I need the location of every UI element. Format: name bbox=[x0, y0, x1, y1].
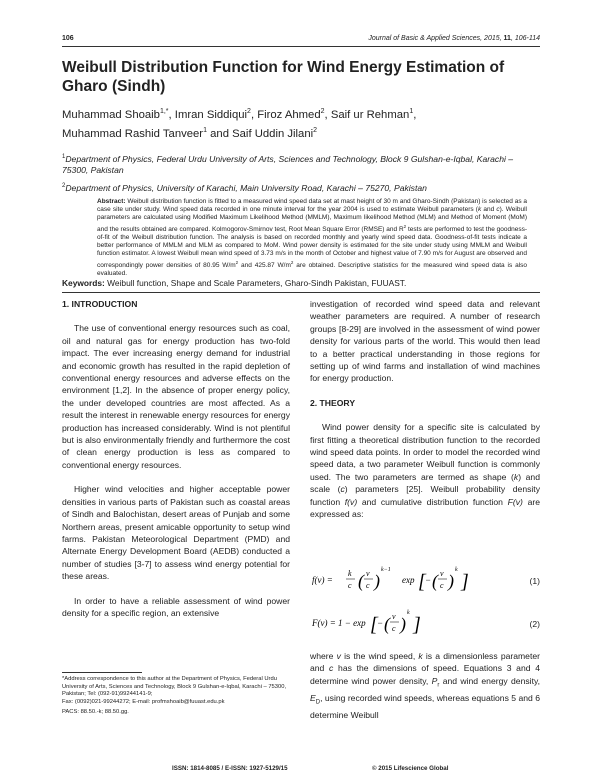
svg-text:F(v) = 1 − exp: F(v) = 1 − exp bbox=[312, 618, 366, 628]
svg-text:c: c bbox=[440, 581, 444, 590]
intro-paragraph-3: In order to have a reliable assessment of wind power density for a specific region, an extensive bbox=[62, 595, 290, 618]
svg-text:(: ( bbox=[358, 571, 364, 591]
intro-paragraph-2: Higher wind velocities and higher acceptable power densities in various parts of Pakistan such as coastal areas of Sindh and Balochistan, desert areas of Punjab and some Northern areas, present amicable opportunity to setup wind farms. Pakistan Meteorological Department (PMD) and Alternate Energy Development Board (AEDB) conducted a number of studies [3-7] to assess wind energy potential for these areas. bbox=[62, 484, 290, 582]
svg-text:k: k bbox=[348, 569, 352, 578]
svg-text:(: ( bbox=[432, 571, 438, 591]
header-rule bbox=[62, 46, 540, 47]
abstract: Abstract: Weibull distribution function is fitted to a measured wind speed data set at mast height of 30 m and Gharo-Sindh (Pakistan) is selected as a case site under study. Wind speed data recorded in one minute interval for the year 2004 is used to estimate Weibull parameters (k and c). Weibull parameters are calculated using Modified Maximum Likelihood Method (MMLM), Maximum likelihood Method (MLM) and Method of Moment (MoM) and the results obtained are compared. Kolmogorov-Smirnov test, Root Mean Square Error (RMSE) and $R^2$ tests are performed to test the goodness-of-fit of the Weibull distribution function. The analysis is based on recorded monthly and yearly wind speed data. Goodness-of-fit tests indicate a better performance of MMLM and MLM as compared to MoM. Wind power density is estimated for the site under study using MMLM and Weibull function estimator. A lowest Weibull mean wind speed of 3.73 m/s in the month of October and highest value of 7.90 m/s for August are observed and correspondingly power densities of 80.95 $W/m^2$ and 425.87 $W/m^2$ are obtained. Descriptive statistics for the measured wind speed data is also evaluated. bbox=[97, 198, 527, 277]
svg-text:c: c bbox=[348, 581, 352, 590]
author-list: Muhammad Shoaib$^{1,*}$, Imran Siddiqui$^2$, Firoz Ahmed$^2$, Saif ur Rehman$^1$, Muhammad Rashid Tanveer$^1$ and Saif Uddin Jilani$^2$ bbox=[62, 108, 417, 140]
svg-text:f(v) =: f(v) = bbox=[312, 575, 333, 585]
svg-text:]: ] bbox=[413, 614, 421, 636]
svg-text:k: k bbox=[455, 567, 458, 573]
svg-text:−: − bbox=[425, 575, 432, 585]
keywords: Keywords: Weibull function, Shape and Scale Parameters, Gharo-Sindh Pakistan, FUUAST. bbox=[62, 278, 407, 288]
theory-paragraph-1: Wind power density for a specific site is calculated by first fitting a theoretical distribution function to the recorded wind speed data points. In order to model the recorded wind speed data, a two parameter Weibull function is commonly used. The two parameters are termed as shape (k) and scale (c) parameters [25]. Weibull probability density function f(v) and cumulative distribution function F(v) are expressed as: bbox=[310, 422, 540, 520]
equation-1-number: (1) bbox=[529, 576, 540, 586]
intro-section bbox=[62, 298, 290, 619]
svg-text:k−1: k−1 bbox=[381, 567, 391, 573]
theory-heading: 2. THEORY bbox=[310, 397, 356, 408]
svg-text:c: c bbox=[392, 624, 396, 633]
page-number: 106 bbox=[62, 35, 74, 42]
copyright: © 2015 Lifescience Global bbox=[372, 765, 449, 772]
theory-paragraph-2: where v is the wind speed, k is a dimensionless parameter and c has the dimensions of speed. Equations 3 and 4 determine wind power density, $P_r$ and wind energy density, $E_D$, using recorded wind speeds, whereas equations 5 and 6 determine Weibull bbox=[310, 651, 540, 721]
svg-text:v: v bbox=[392, 612, 396, 621]
affiliation-1: $^1$Department of Physics, Federal Urdu University of Arts, Sciences and Technology, Block 9 Gulshan-e-Iqbal, Karachi – 75300, Pakistan bbox=[62, 153, 514, 175]
paper-title: Weibull Distribution Function for Wind Energy Estimation of Gharo (Sindh) bbox=[62, 59, 505, 95]
svg-text:−: − bbox=[377, 618, 384, 628]
footnote: *Address correspondence to this author at the Department of Physics, Federal Urdu University of Arts, Sciences and Technology, Block 9 Gulshan-e-Iqbal, Karachi – 75300, Pakistan; Tel: (092-91)99244141-9; Fax: (0092)021-99244272; E-mail: profmshoaib@fuuast.edu.pk PACS: 88.50.-k; 88.50.gg. bbox=[62, 676, 287, 715]
svg-text:v: v bbox=[366, 569, 370, 578]
intro-paragraph-1: The use of conventional energy resources such as coal, oil and natural gas for energy production has two-fold impact. The ever increasing energy demand for industrial and economic growth has resulted in the rapid depletion of conventional energy resources and adverse effects on the environment [1,2]. In the absence of proper energy policy, the under developed countries are most affected. As a result the interest in renewable energy resources for energy production has increased considerably. Wind is not plentiful but is also environmentally friendly and furthermore the cost of clean energy production is less as compared to conventional energy resources. bbox=[62, 323, 290, 470]
affiliation-2: $^2$Department of Physics, University of Karachi, Main University Road, Karachi – 75270, Pakistan bbox=[62, 182, 427, 193]
equation-2-number: (2) bbox=[529, 619, 540, 629]
equation-2-formula bbox=[310, 604, 490, 638]
keywords-rule bbox=[62, 292, 540, 293]
issn: ISSN: 1814-8085 / E-ISSN: 1927-5129/15 bbox=[172, 765, 288, 772]
svg-text:k: k bbox=[407, 610, 410, 616]
svg-text:]: ] bbox=[461, 571, 469, 593]
intro-continuation: investigation of recorded wind speed data and relevant weather parameters are required. A number of research groups [8-29] are involved in the assessment of wind power density for various parts of the world. This would then lead to a better practical understanding in those regions for setting up of wind farms and installation of wind machines for energy production. bbox=[310, 299, 540, 384]
svg-text:exp: exp bbox=[402, 575, 415, 585]
equation-2 bbox=[310, 604, 540, 638]
right-column bbox=[310, 298, 540, 521]
footnote-rule bbox=[62, 672, 142, 673]
svg-text:(: ( bbox=[384, 614, 390, 634]
journal-citation: Journal of Basic & Applied Sciences, 2015, 11, 106-114 bbox=[368, 35, 540, 42]
equation-1 bbox=[310, 563, 540, 597]
intro-heading: 1. INTRODUCTION bbox=[62, 299, 138, 309]
svg-text:[: [ bbox=[418, 571, 426, 593]
svg-text:c: c bbox=[366, 581, 370, 590]
svg-text:v: v bbox=[440, 569, 444, 578]
svg-text:[: [ bbox=[370, 614, 378, 636]
svg-text:): ) bbox=[400, 614, 406, 634]
svg-text:): ) bbox=[448, 571, 454, 591]
equation-1-formula bbox=[310, 563, 490, 597]
svg-text:): ) bbox=[374, 571, 380, 591]
